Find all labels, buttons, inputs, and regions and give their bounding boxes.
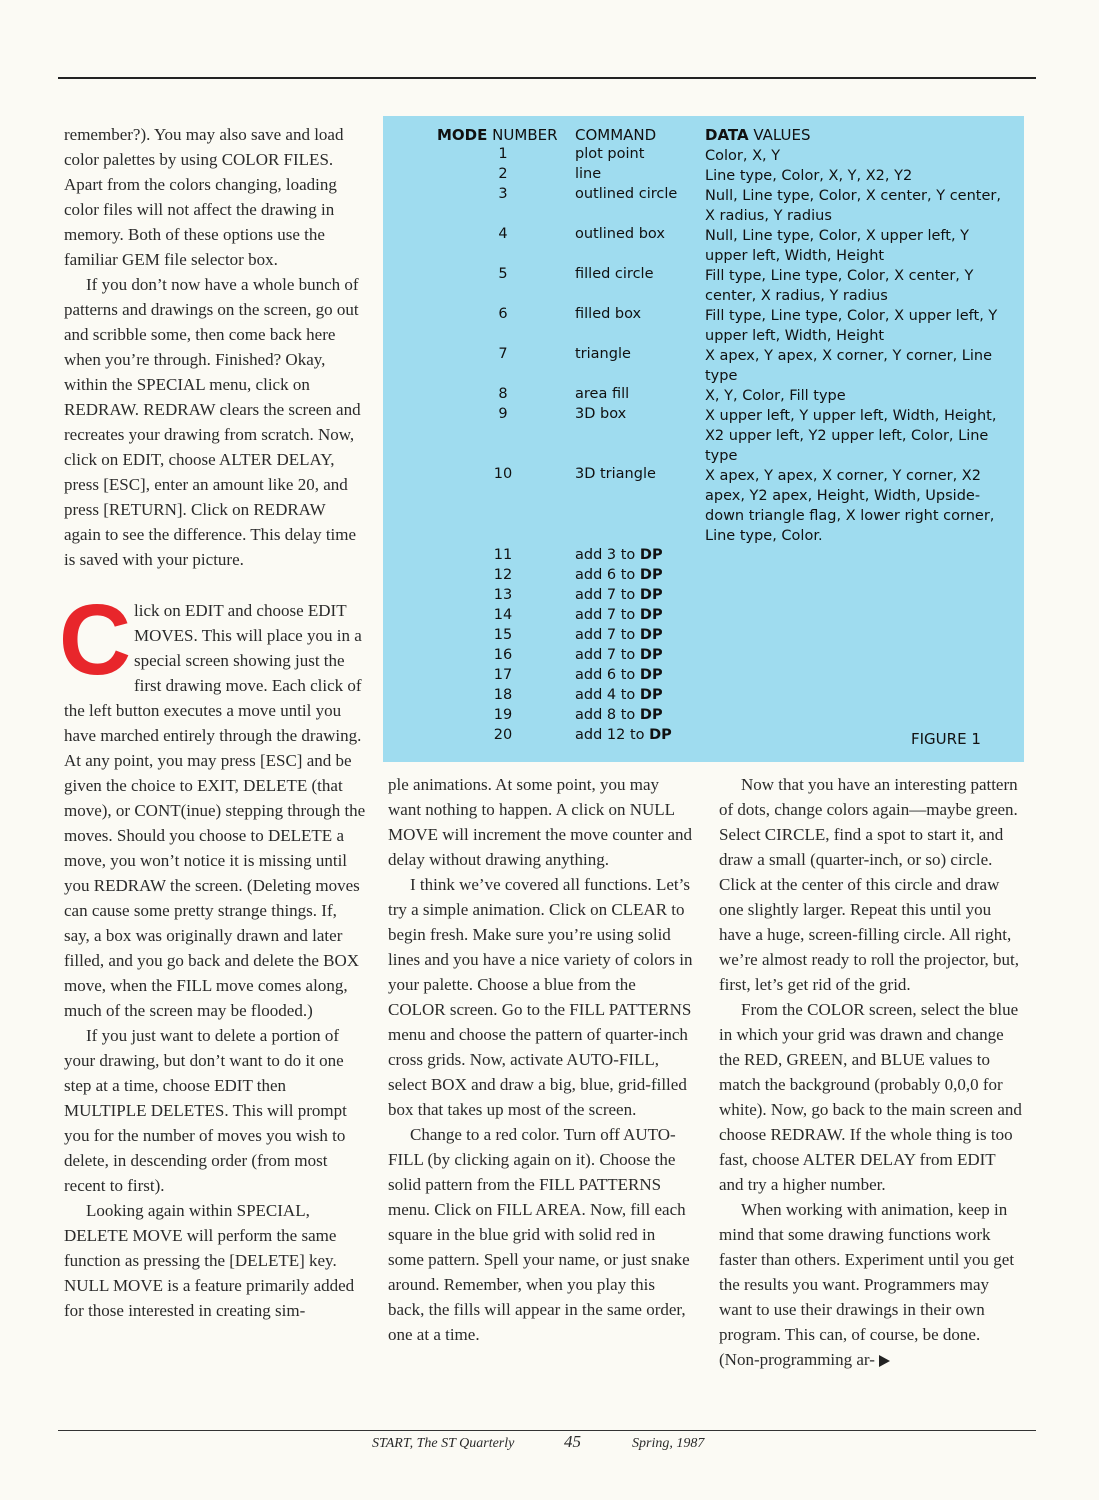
command: add 6 to DP	[575, 567, 663, 583]
command: filled circle	[575, 266, 654, 282]
command: add 7 to DP	[575, 627, 663, 643]
paragraph: If you don’t now have a whole bunch of patterns and drawings on the screen, go out and scribble some, then come back here when you’re through. Finished? Okay, within the SPECIAL menu, click on REDRAW. REDRAW clears the screen and recreates your drawing from scratch. Now, click on EDIT, choose ALTER DELAY, press [ESC], enter an amount like 20, and press [RETURN]. Click on REDRAW again to see the difference. This delay time is saved with your picture.	[64, 275, 361, 569]
command: add 7 to DP	[575, 647, 663, 663]
mode-number: 1	[498, 146, 508, 162]
mode-number: 6	[498, 306, 508, 322]
command: area fill	[575, 386, 630, 402]
mode-number: 17	[493, 667, 513, 683]
data-values: Null, Line type, Color, X center, Y center, X radius, Y radius	[705, 188, 1001, 224]
mode-number: 16	[493, 647, 513, 663]
command: add 3 to DP	[575, 547, 663, 563]
command: add 12 to DP	[575, 727, 672, 743]
dropcap-paragraph	[58, 584, 366, 1023]
figure-1-table	[383, 116, 1024, 762]
footer-issue: Spring, 1987	[632, 1436, 705, 1451]
data-values: Fill type, Line type, Color, X center, Y center, X radius, Y radius	[705, 268, 974, 304]
paragraph: Change to a red color. Turn off AUTO-FILL (by clicking again on it). Choose the solid pattern from the FILL PATTERNS menu. Click on FILL AREA. Now, fill each square in the blue grid with solid red in some pattern. Spell your name, or just snake around. Remember, when you play this back, the fills will appear in the same order, one at a time.	[388, 1125, 690, 1344]
paragraph: I think we’ve covered all functions. Let’s try a simple animation. Click on CLEAR to begin fresh. Make sure you’re using solid lines and you have a nice variety of colors in your palette. Choose a blue from the COLOR screen. Go to the FILL PATTERNS menu and choose the pattern of quarter-inch cross grids. Now, activate AUTO-FILL, select BOX and draw a big, blue, grid-filled box that takes up most of the screen.	[388, 875, 693, 1119]
mode-number: 10	[493, 466, 513, 482]
data-values: Color, X, Y	[705, 148, 781, 164]
mode-number: 4	[498, 226, 508, 242]
continued-arrow-icon	[879, 1355, 890, 1367]
command: plot point	[575, 146, 645, 162]
mode-number: 19	[493, 707, 513, 723]
header-data-values: DATA VALUES	[705, 126, 811, 144]
mode-number: 13	[493, 587, 513, 603]
mode-number: 20	[493, 727, 513, 743]
paragraph: Looking again within SPECIAL, DELETE MOVE will perform the same function as pressing the [DELETE] key. NULL MOVE is a feature primarily added for those interested in creating sim-	[64, 1201, 355, 1320]
figure-label: FIGURE 1	[911, 730, 981, 748]
mode-number: 5	[498, 266, 508, 282]
mode-number: 18	[493, 687, 513, 703]
paragraph: When working with animation, keep in mind that some drawing functions work faster than others. Experiment until you get the results you want. Programmers may want to use their drawings in their own program. This can, of course, be done. (Non-programming ar-	[719, 1200, 1015, 1369]
paragraph: ple animations. At some point, you may want nothing to happen. A click on NULL MOVE will increment the move counter and delay without drawing anything.	[388, 775, 693, 869]
paragraph: lick on EDIT and choose EDIT MOVES. This will place you in a special screen showing just the first drawing move. Each click of the left button executes a move until you have marched entirely through the drawing. At any point, you may press [ESC] and be given the choice to EXIT, DELETE (that move), or CONT(inue) stepping through the moves. Should you choose to DELETE a move, you won’t notice it is missing until you REDRAW the screen. (Deleting moves can cause some pretty strange things. If, say, a box was originally drawn and later filled, and you go back and delete the BOX move, when the FILL move comes along, much of the screen may be flooded.)	[64, 601, 366, 1020]
command: add 4 to DP	[575, 687, 663, 703]
paragraph: remember?). You may also save and load color palettes by using COLOR FILES. Apart from the colors changing, loading color files will not affect the drawing in memory. Both of these options use the familiar GEM file selector box.	[64, 125, 344, 269]
mode-number: 14	[493, 607, 513, 623]
command: add 7 to DP	[575, 587, 663, 603]
mode-number: 7	[498, 346, 508, 362]
command: outlined box	[575, 226, 665, 242]
data-values: Null, Line type, Color, X upper left, Y upper left, Width, Height	[705, 228, 970, 264]
data-values: X apex, Y apex, X corner, Y corner, X2 apex, Y2 apex, Height, Width, Upside-down triangle flag, X lower right corner, Line type, Color.	[705, 468, 995, 544]
command: 3D box	[575, 406, 627, 422]
command: line	[575, 166, 602, 182]
data-values: Fill type, Line type, Color, X upper left, Y upper left, Width, Height	[705, 308, 998, 344]
bottom-rule	[58, 1430, 1036, 1431]
footer-magazine: START, The ST Quarterly	[372, 1436, 515, 1451]
mode-number: 15	[493, 627, 513, 643]
footer-page-number: 45	[564, 1432, 581, 1451]
column-1	[58, 122, 366, 1323]
data-values: X, Y, Color, Fill type	[705, 388, 846, 404]
column-3	[719, 772, 1024, 1372]
command: filled box	[575, 306, 642, 322]
data-values: Line type, Color, X, Y, X2, Y2	[705, 168, 913, 184]
command: add 6 to DP	[575, 667, 663, 683]
data-values: X apex, Y apex, X corner, Y corner, Line type	[705, 348, 993, 384]
drop-cap: C	[58, 584, 132, 696]
column-2	[388, 772, 693, 1347]
command: add 7 to DP	[575, 607, 663, 623]
header-mode-number: MODE NUMBER	[437, 126, 558, 144]
data-values: X upper left, Y upper left, Width, Height, X2 upper left, Y2 upper left, Color, Line type	[705, 408, 997, 464]
top-rule	[58, 77, 1036, 79]
paragraph: From the COLOR screen, select the blue in which your grid was drawn and change the RED, GREEN, and BLUE values to match the background (probably 0,0,0 for white). Now, go back to the main screen and choose REDRAW. If the whole thing is too fast, choose ALTER DELAY from EDIT and try a higher number.	[719, 1000, 1022, 1194]
mode-number: 8	[498, 386, 508, 402]
header-command: COMMAND	[575, 126, 657, 144]
mode-number: 11	[493, 547, 513, 563]
command: outlined circle	[575, 186, 678, 202]
mode-number: 9	[498, 406, 508, 422]
mode-number: 3	[498, 186, 508, 202]
command: add 8 to DP	[575, 707, 663, 723]
command: 3D triangle	[575, 466, 656, 482]
paragraph: Now that you have an interesting pattern of dots, change colors again—maybe green. Select CIRCLE, find a spot to start it, and draw a small (quarter-inch, or so) circle. Click at the center of this circle and draw one slightly larger. Repeat this until you have a huge, screen-filling circle. All right, we’re almost ready to roll the projector, but, first, let’s get rid of the grid.	[719, 775, 1020, 994]
paragraph: If you just want to delete a portion of your drawing, but don’t want to do it one step at a time, choose EDIT then MULTIPLE DELETES. This will prompt you for the number of moves you wish to delete, in descending order (from most recent to first).	[64, 1026, 347, 1195]
mode-number: 12	[493, 567, 513, 583]
command: triangle	[575, 346, 631, 362]
mode-number: 2	[498, 166, 508, 182]
